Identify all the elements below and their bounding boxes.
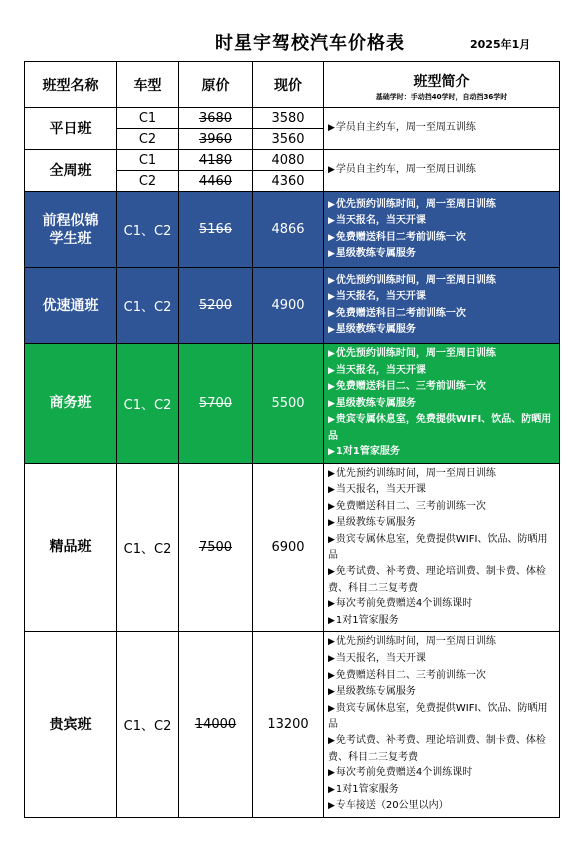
desc-item (328, 733, 555, 765)
desc-item (328, 120, 555, 137)
triangle-right-icon: ▶ (328, 468, 335, 479)
header-now: 现价 (253, 62, 324, 108)
original-price: 7500 (179, 463, 253, 632)
original-price: 3960 (179, 129, 253, 150)
desc-item (328, 396, 555, 413)
car-type: C2 (117, 129, 179, 150)
desc-item (328, 634, 555, 651)
current-price: 4866 (253, 192, 324, 268)
triangle-right-icon: ▶ (328, 232, 335, 243)
desc-item-text: 优先预约训练时间，周一至周日训练 (335, 636, 496, 648)
triangle-right-icon: ▶ (328, 518, 335, 529)
current-price: 3580 (253, 108, 324, 129)
desc-item-text: 贵宾专属休息室，免费提供WIFI、饮品、防晒用品 (328, 702, 548, 731)
desc-item (328, 596, 555, 613)
triangle-right-icon: ▶ (328, 275, 335, 286)
triangle-right-icon: ▶ (328, 165, 335, 176)
header-row (25, 62, 560, 108)
current-price: 4360 (253, 171, 324, 192)
desc-item (328, 363, 555, 380)
header-desc-title: 班型简介 (413, 73, 470, 90)
desc-item (328, 515, 555, 532)
class-desc (324, 108, 560, 150)
desc-item-text: 当天报名，当天开课 (335, 364, 426, 376)
triangle-right-icon: ▶ (328, 801, 335, 812)
desc-item (328, 701, 555, 733)
triangle-right-icon: ▶ (328, 447, 335, 457)
desc-item-text: 当天报名，当天开课 (335, 215, 426, 226)
triangle-right-icon: ▶ (328, 249, 335, 259)
car-type: C1 (117, 150, 179, 171)
car-type: C1、C2 (117, 192, 179, 268)
header-desc (324, 62, 560, 108)
class-name: 平日班 (25, 108, 117, 150)
desc-item-text: 星级教练专属服务 (335, 324, 416, 335)
desc-item-text: 优先预约训练时间，周一至周日训练 (335, 274, 496, 286)
original-price: 5700 (179, 344, 253, 464)
desc-item-text: 星级教练专属服务 (335, 248, 416, 259)
triangle-right-icon: ▶ (328, 615, 335, 626)
triangle-right-icon: ▶ (328, 654, 335, 665)
class-name-line2: 学生班 (49, 230, 92, 247)
page-title: 时星宇驾校汽车价格表 (215, 33, 405, 54)
desc-item-text: 免费赠送科目二、三考前训练一次 (335, 669, 486, 681)
triangle-right-icon: ▶ (328, 784, 335, 795)
triangle-right-icon: ▶ (328, 123, 335, 134)
desc-item-text: 每次考前免费赠送4个训练课时 (335, 598, 473, 610)
desc-item (328, 466, 555, 483)
triangle-right-icon: ▶ (328, 199, 335, 210)
desc-item (328, 346, 555, 363)
triangle-right-icon: ▶ (328, 485, 335, 496)
desc-item (328, 782, 555, 799)
table-row (25, 108, 560, 129)
original-price: 4180 (179, 150, 253, 171)
triangle-right-icon: ▶ (328, 398, 335, 409)
desc-item (328, 651, 555, 668)
class-name: 商务班 (25, 344, 117, 464)
current-price: 5500 (253, 344, 324, 464)
desc-item (328, 499, 555, 516)
desc-item-text: 优先预约训练时间，周一至周日训练 (335, 348, 496, 359)
header-type: 车型 (117, 62, 179, 108)
desc-item (328, 246, 555, 263)
triangle-right-icon: ▶ (328, 365, 335, 376)
table-row (25, 463, 560, 632)
class-desc (324, 344, 560, 464)
class-desc (324, 150, 560, 192)
desc-item (328, 765, 555, 782)
current-price: 3560 (253, 129, 324, 150)
desc-item (328, 306, 555, 323)
triangle-right-icon: ▶ (328, 736, 335, 746)
desc-item-text: 每次考前免费赠送4个训练课时 (335, 767, 473, 779)
desc-item-text: 学员自主约车，周一至周日训练 (335, 164, 476, 176)
desc-item (328, 379, 555, 396)
desc-item-text: 1对1管家服务 (335, 614, 399, 626)
desc-item (328, 162, 555, 179)
class-name: 贵宾班 (25, 632, 117, 818)
table-row (25, 192, 560, 268)
date-label: 2025年1月 (470, 38, 531, 51)
desc-item-text: 专车接送（20公里以内） (335, 800, 449, 812)
car-type: C1、C2 (117, 463, 179, 632)
desc-item (328, 289, 555, 306)
desc-item-text: 贵宾专属休息室，免费提供WIFI、饮品、防晒用品 (328, 533, 548, 562)
class-desc (324, 268, 560, 344)
current-price: 4080 (253, 150, 324, 171)
desc-item-text: 星级教练专属服务 (335, 517, 416, 529)
table-row (25, 150, 560, 171)
table-row (25, 344, 560, 464)
triangle-right-icon: ▶ (328, 703, 335, 714)
desc-item-text: 免考试费、补考费、理论培训费、制卡费、体检费、科目二三复考费 (328, 566, 546, 594)
class-desc (324, 192, 560, 268)
original-price: 3680 (179, 108, 253, 129)
class-name (25, 192, 117, 268)
current-price: 6900 (253, 463, 324, 632)
desc-item-text: 免考试费、补考费、理论培训费、制卡费、体检费、科目二三复考费 (328, 735, 546, 763)
class-desc (324, 632, 560, 818)
original-price: 14000 (179, 632, 253, 818)
desc-item (328, 684, 555, 701)
triangle-right-icon: ▶ (328, 415, 335, 425)
class-name-line1: 前程似锦 (42, 212, 99, 229)
triangle-right-icon: ▶ (328, 637, 335, 648)
original-price: 5200 (179, 268, 253, 344)
desc-item (328, 322, 555, 339)
desc-item-text: 1对1管家服务 (335, 783, 399, 795)
triangle-right-icon: ▶ (328, 768, 335, 779)
desc-item (328, 213, 555, 230)
triangle-right-icon: ▶ (328, 501, 335, 512)
class-desc (324, 463, 560, 632)
current-price: 13200 (253, 632, 324, 818)
triangle-right-icon: ▶ (328, 349, 335, 359)
desc-item-text: 贵宾专属休息室，免费提供WIFI、饮品、防晒用品 (328, 414, 552, 442)
desc-item-text: 当天报名，当天开课 (335, 484, 426, 496)
triangle-right-icon: ▶ (328, 292, 335, 302)
table-row (25, 632, 560, 818)
desc-item-text: 星级教练专属服务 (335, 397, 416, 409)
desc-item (328, 273, 555, 290)
car-type: C1 (117, 108, 179, 129)
header-name: 班型名称 (25, 62, 117, 108)
header-orig: 原价 (179, 62, 253, 108)
car-type: C2 (117, 171, 179, 192)
desc-item (328, 197, 555, 214)
desc-item-text: 当天报名，当天开课 (335, 291, 426, 302)
desc-item-text: 学员自主约车，周一至周五训练 (335, 122, 476, 134)
class-name: 精品班 (25, 463, 117, 632)
triangle-right-icon: ▶ (328, 325, 335, 335)
triangle-right-icon: ▶ (328, 308, 335, 319)
car-type: C1、C2 (117, 268, 179, 344)
car-type: C1、C2 (117, 344, 179, 464)
desc-item-text: 当天报名，当天开课 (335, 653, 426, 665)
table-row (25, 268, 560, 344)
desc-item (328, 412, 555, 444)
desc-item (328, 444, 555, 461)
desc-item-text: 免费赠送科目二、三考前训练一次 (335, 500, 486, 512)
desc-item-text: 免费赠送科目二考前训练一次 (335, 231, 466, 243)
triangle-right-icon: ▶ (328, 382, 335, 392)
desc-item (328, 668, 555, 685)
triangle-right-icon: ▶ (328, 567, 335, 578)
desc-item (328, 532, 555, 564)
triangle-right-icon: ▶ (328, 534, 335, 545)
original-price: 5166 (179, 192, 253, 268)
desc-item-text: 优先预约训练时间，周一至周日训练 (335, 198, 496, 210)
car-type: C1、C2 (117, 632, 179, 818)
original-price: 4460 (179, 171, 253, 192)
header-desc-sub: 基础学时：手动挡40学时，自动挡36学时 (375, 92, 508, 101)
class-name: 全周班 (25, 150, 117, 192)
price-table (24, 61, 560, 818)
desc-item (328, 564, 555, 596)
triangle-right-icon: ▶ (328, 670, 335, 681)
desc-item (328, 230, 555, 247)
triangle-right-icon: ▶ (328, 216, 335, 226)
desc-item (328, 798, 555, 815)
current-price: 4900 (253, 268, 324, 344)
desc-item (328, 482, 555, 499)
desc-item-text: 免费赠送科目二考前训练一次 (335, 307, 466, 319)
desc-item-text: 免费赠送科目二、三考前训练一次 (335, 381, 486, 392)
desc-item-text: 优先预约训练时间，周一至周日训练 (335, 467, 496, 479)
desc-item-text: 星级教练专属服务 (335, 686, 416, 698)
desc-item-text: 1对1管家服务 (335, 446, 400, 457)
triangle-right-icon: ▶ (328, 599, 335, 610)
desc-item (328, 613, 555, 630)
class-name: 优速通班 (25, 268, 117, 344)
triangle-right-icon: ▶ (328, 687, 335, 698)
